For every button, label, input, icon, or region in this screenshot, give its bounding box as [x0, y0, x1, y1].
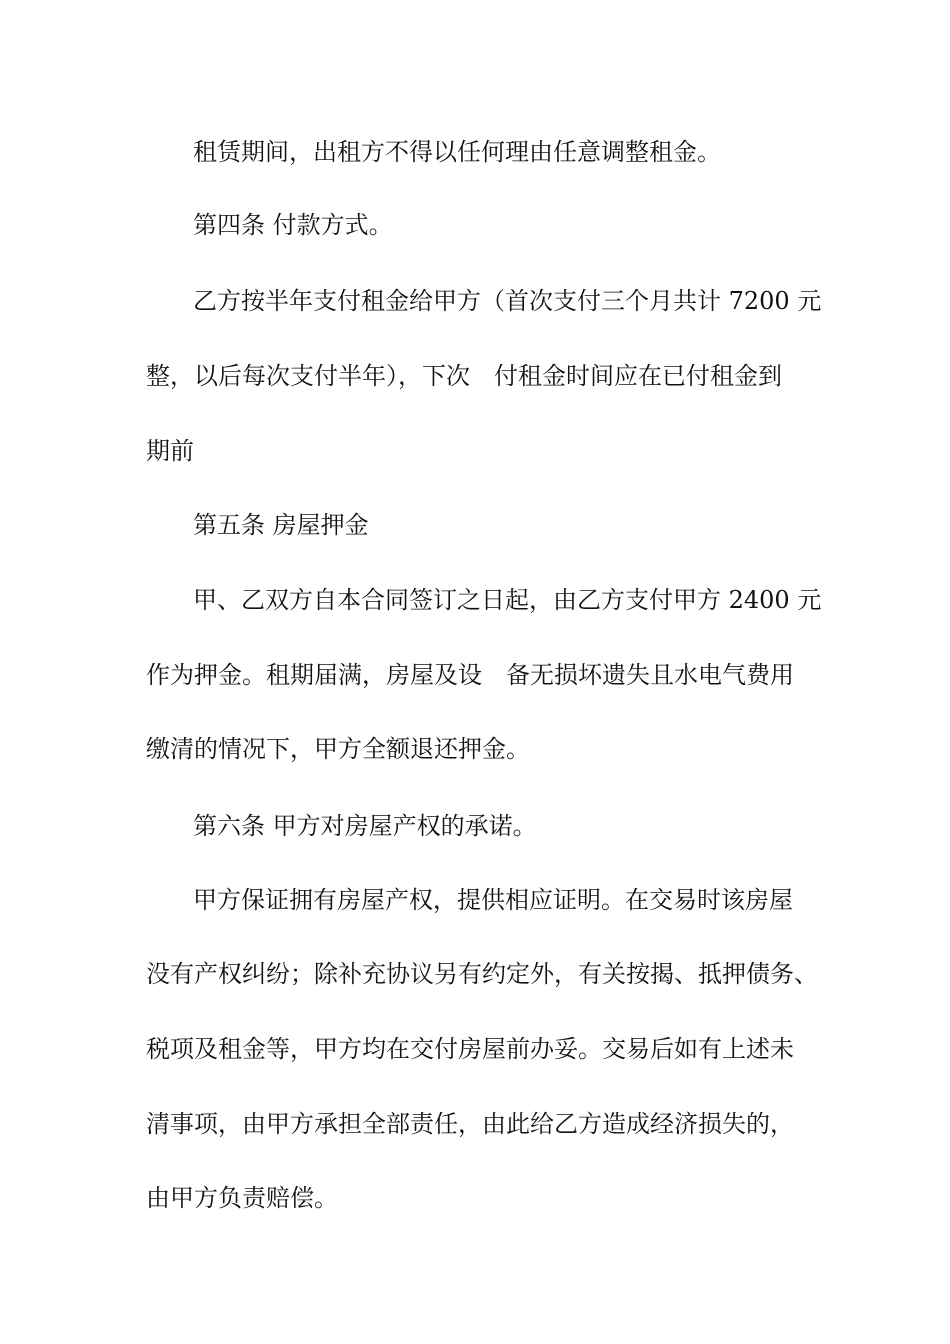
text-line-payment-3: 期前 [146, 437, 194, 465]
text-line-ownership-3: 税项及租金等，甲方均在交付房屋前办妥。交易后如有上述未 [146, 1035, 794, 1063]
text-line-payment-1: 乙方按半年支付租金给甲方（首次支付三个月共计 7200 元 [193, 287, 822, 315]
text-line-deposit-3: 缴清的情况下，甲方全额退还押金。 [146, 735, 530, 763]
text-line-ownership-2: 没有产权纠纷；除补充协议另有约定外，有关按揭、抵押债务、 [146, 960, 818, 988]
text-line-ownership-1: 甲方保证拥有房屋产权，提供相应证明。在交易时该房屋 [193, 886, 793, 914]
article-6-heading: 第六条 甲方对房屋产权的承诺。 [193, 812, 537, 840]
text-line-payment-2: 整，以后每次支付半年），下次 付租金时间应在已付租金到 [146, 362, 782, 390]
text-line-rent-adjustment: 租赁期间，出租方不得以任何理由任意调整租金。 [193, 138, 721, 166]
article-4-heading: 第四条 付款方式。 [193, 211, 393, 239]
text-line-deposit-1: 甲、乙双方自本合同签订之日起，由乙方支付甲方 2400 元 [193, 586, 822, 614]
text-line-deposit-2: 作为押金。租期届满，房屋及设 备无损坏遗失且水电气费用 [146, 661, 794, 689]
text-line-ownership-4: 清事项，由甲方承担全部责任，由此给乙方造成经济损失的， [146, 1110, 794, 1138]
text-line-ownership-5: 由甲方负责赔偿。 [146, 1184, 338, 1212]
article-5-heading: 第五条 房屋押金 [193, 511, 369, 539]
